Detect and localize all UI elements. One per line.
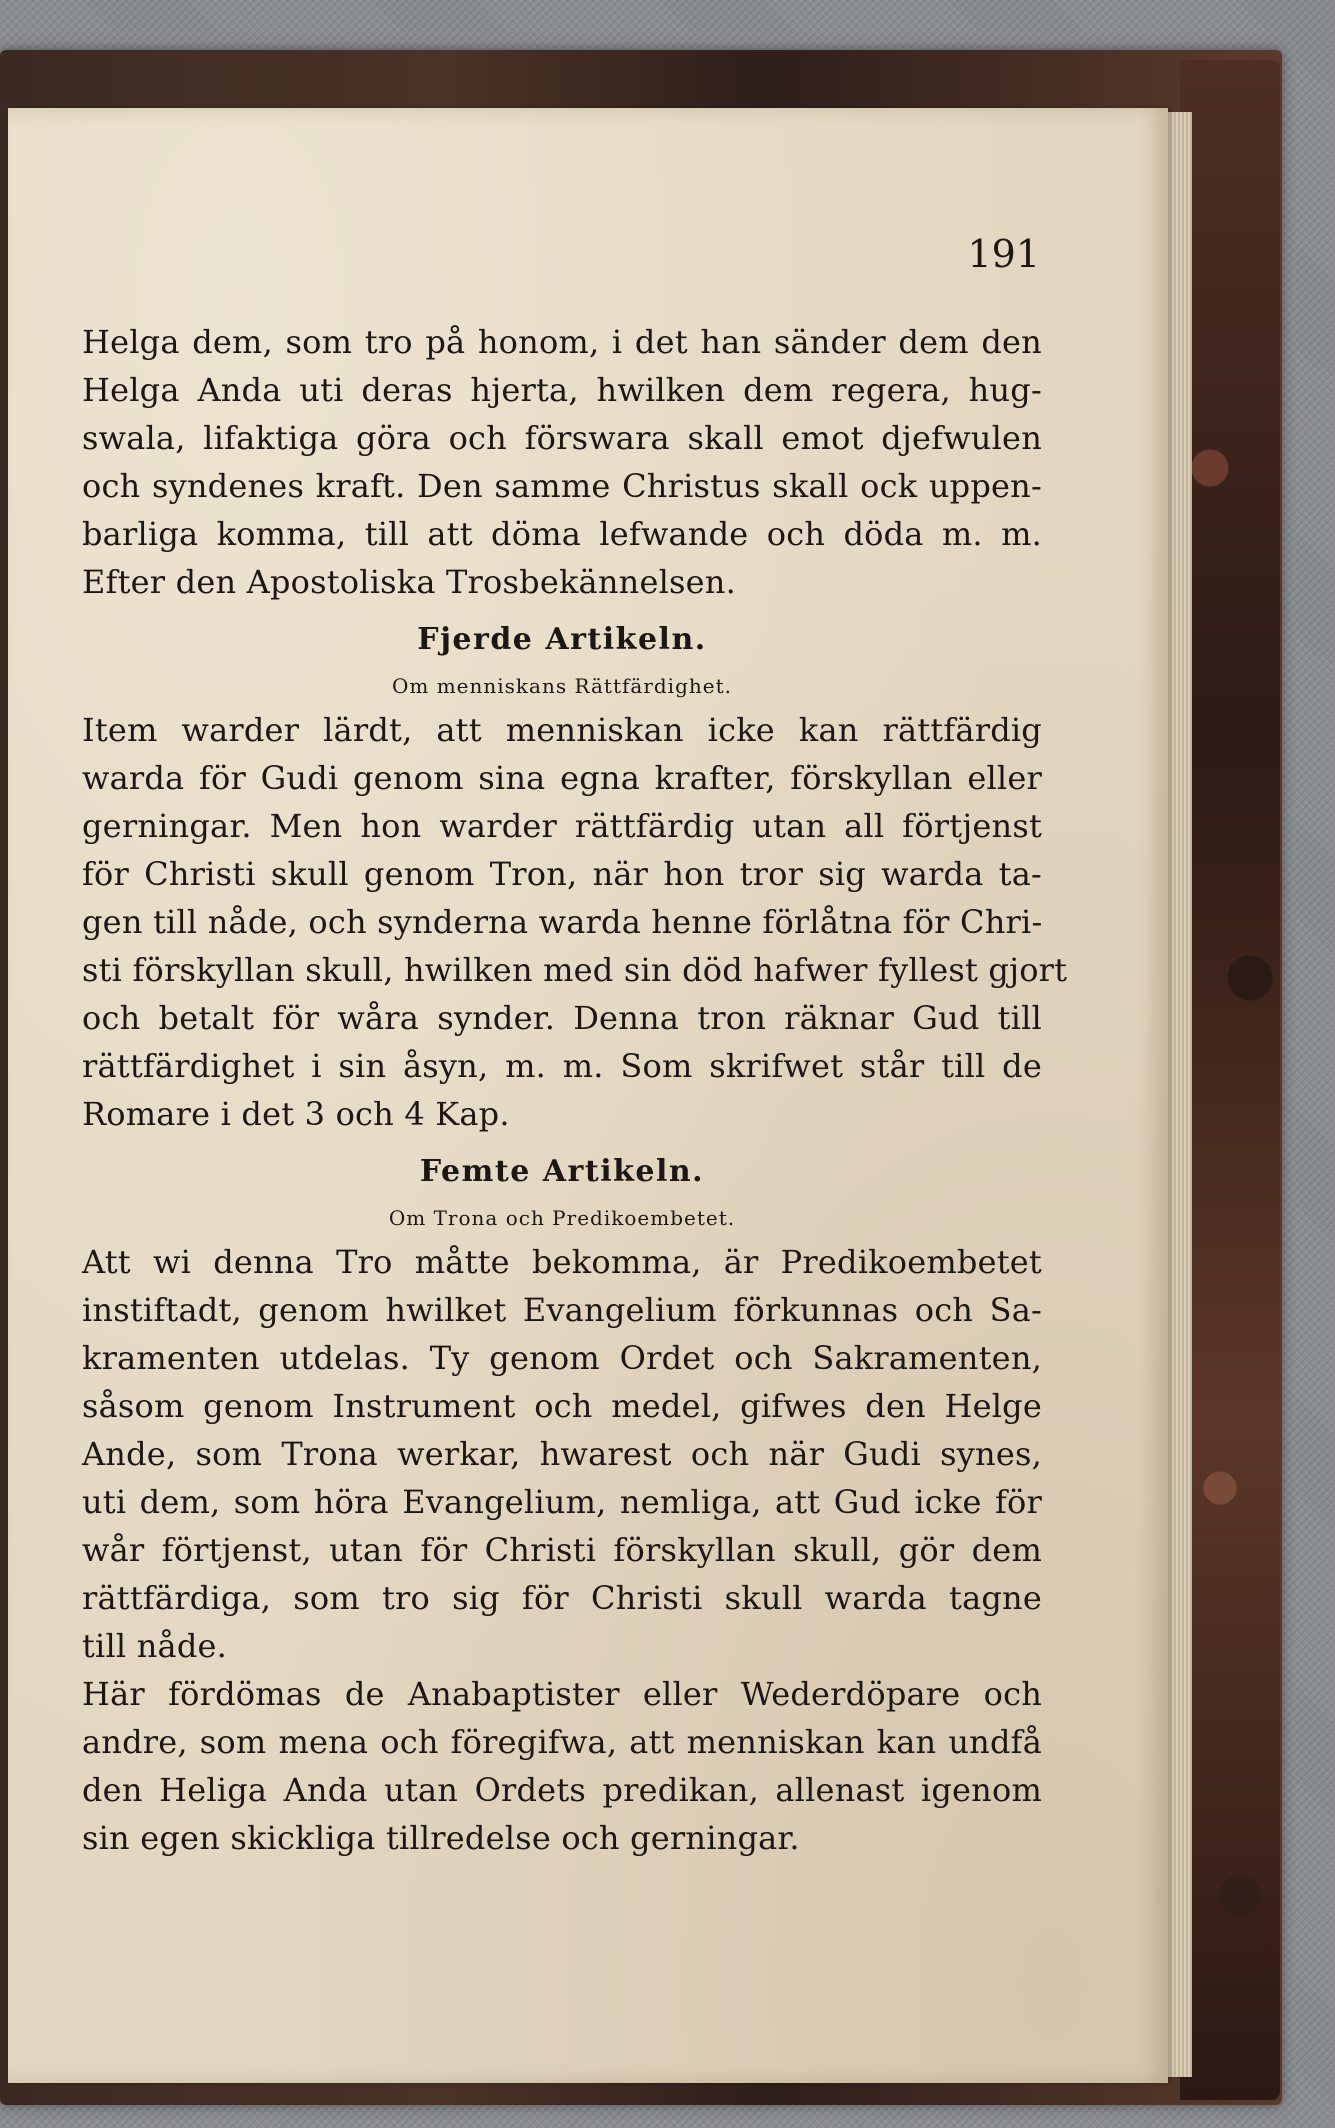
page-number: 191	[967, 232, 1040, 276]
text-line: rättfärdighet i sin åsyn, m. m. Som skrifwet står till de	[82, 1047, 1042, 1085]
text-line: för Christi skull genom Tron, när hon tror sig warda ta-	[82, 855, 1042, 893]
text-line: Efter den Apostoliska Trosbekännelsen.	[82, 563, 736, 601]
text-line: gen till nåde, och synderna warda henne förlåtna för Chri-	[82, 903, 1043, 941]
text-line: wår förtjenst, utan för Christi förskyllan skull, gör dem	[82, 1531, 1042, 1569]
text-line: Helga Anda uti deras hjerta, hwilken dem regera, hug-	[82, 371, 1042, 409]
text-line: till nåde.	[82, 1627, 228, 1665]
article-subheading: Om menniskans Rättfärdighet.	[391, 674, 732, 698]
text-line: Att wi denna Tro måtte bekomma, är Predikoembetet	[82, 1243, 1042, 1281]
text-line: och betalt för wåra synder. Denna tron räknar Gud till	[82, 999, 1042, 1037]
paragraph-2	[82, 706, 1068, 1138]
paragraph-1	[82, 318, 1042, 606]
text-line: och syndenes kraft. Den samme Christus skall ock uppen-	[82, 467, 1042, 505]
page-edges	[1168, 112, 1192, 2077]
article-heading: Fjerde Artikeln.	[417, 622, 707, 657]
text-line: Item warder lärdt, att menniskan icke kan rättfärdig	[82, 711, 1042, 749]
paragraph-4	[82, 1670, 1042, 1862]
text-line: uti dem, som höra Evangelium, nemliga, att Gud icke för	[82, 1483, 1042, 1521]
page-text	[82, 232, 1068, 1862]
text-line: sin egen skickliga tillredelse och gerningar.	[82, 1819, 800, 1857]
text-line: warda för Gudi genom sina egna krafter, förskyllan eller	[82, 759, 1042, 797]
article-heading: Femte Artikeln.	[419, 1154, 705, 1189]
text-line: Helga dem, som tro på honom, i det han sänder dem den	[82, 323, 1042, 361]
text-line: Romare i det 3 och 4 Kap.	[82, 1095, 510, 1133]
text-line: den Heliga Anda utan Ordets predikan, allenast igenom	[82, 1771, 1042, 1809]
text-line: rättfärdiga, som tro sig för Christi skull warda tagne	[82, 1579, 1042, 1617]
text-line: instiftadt, genom hwilket Evangelium förkunnas och Sa-	[82, 1291, 1042, 1329]
text-line: kramenten utdelas. Ty genom Ordet och Sakramenten,	[82, 1339, 1042, 1377]
marbled-cover-edge	[1180, 60, 1280, 2100]
text-line: såsom genom Instrument och medel, gifwes den Helge	[82, 1387, 1042, 1425]
text-line: Ande, som Trona werkar, hwarest och när Gudi synes,	[82, 1435, 1042, 1473]
text-line: andre, som mena och föregifwa, att menniskan kan undfå	[82, 1723, 1042, 1761]
paragraph-3	[82, 1238, 1042, 1670]
text-line: gerningar. Men hon warder rättfärdig utan all förtjenst	[82, 807, 1042, 845]
text-line: barliga komma, till att döma lefwande och döda m. m.	[82, 515, 1042, 553]
article-subheading: Om Trona och Predikoembetet.	[388, 1206, 736, 1230]
text-line: swala, lifaktiga göra och förswara skall emot djefwulen	[82, 419, 1042, 457]
text-line: Här fördömas de Anabaptister eller Wederdöpare och	[82, 1675, 1042, 1713]
text-line: sti förskyllan skull, hwilken med sin död hafwer fyllest gjort	[82, 951, 1068, 989]
